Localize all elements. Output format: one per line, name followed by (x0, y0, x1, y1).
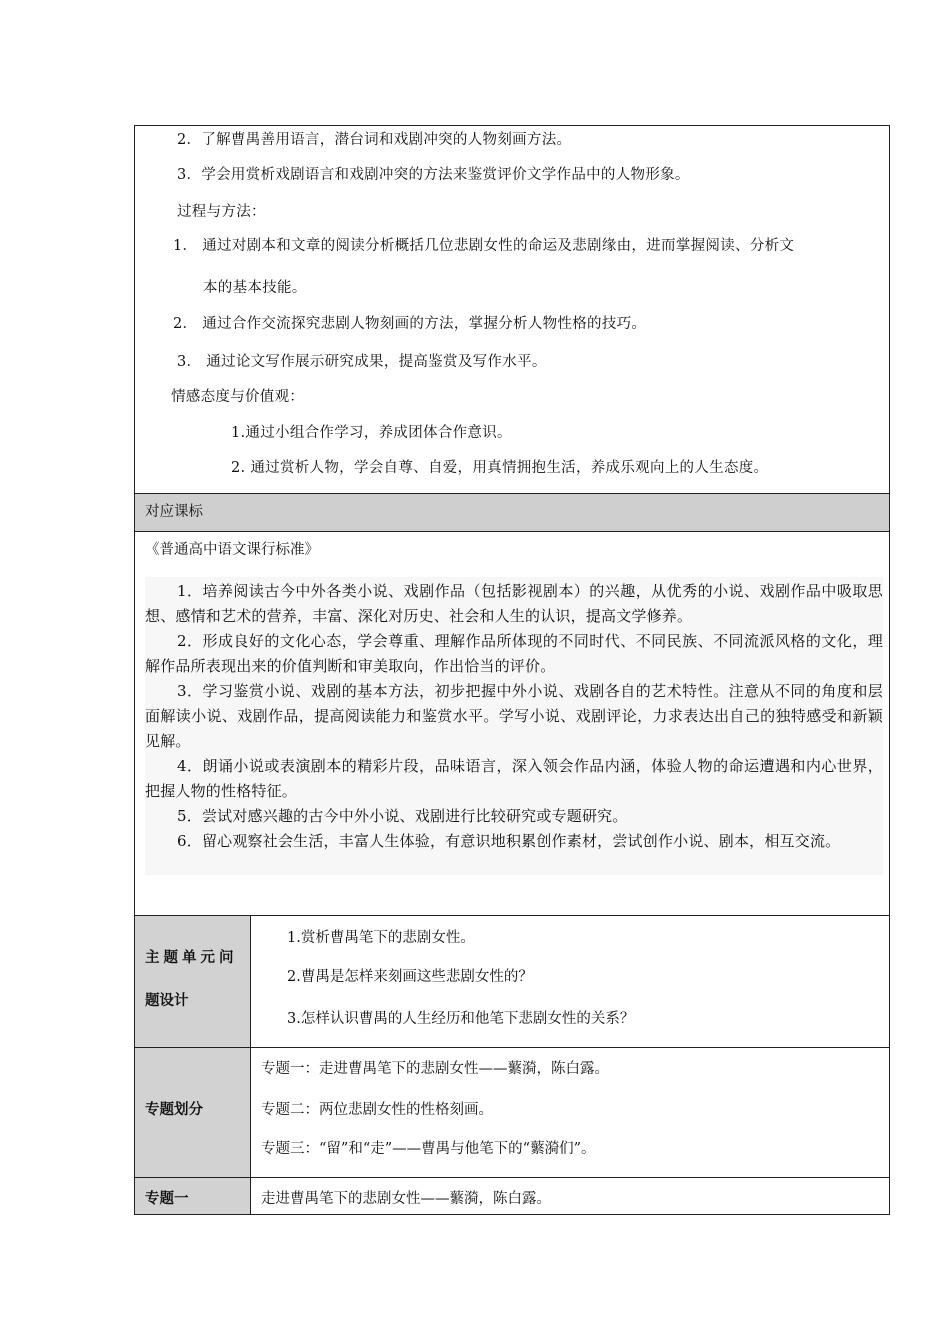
topics-label: 专题划分 (145, 1102, 203, 1118)
lesson-plan-table (134, 125, 890, 1215)
objective-item-2: 2．了解曹禺善用语言，潜台词和戏剧冲突的人物刻画方法。 (177, 132, 572, 148)
theme-design-row (135, 916, 889, 1048)
topic-one-content: 走进曹禺笔下的悲剧女性——蘩漪，陈白露。 (261, 1191, 551, 1207)
theme-design-label-line-2: 题设计 (145, 993, 189, 1009)
standard-item-2: 2．形成良好的文化心态，学会尊重、理解作品所体现的不同时代、不同民族、不同流派风格的文化，理解作品所表现出来的价值判断和审美取向，作出恰当的评价。 (145, 632, 883, 675)
emotion-item-2: 2. 通过赏析人物，学会自尊、自爱，用真情拥抱生活，养成乐观向上的人生态度。 (231, 460, 769, 476)
emotion-item-1: 1.通过小组合作学习，养成团体合作意识。 (231, 425, 512, 441)
standards-section (135, 532, 889, 916)
topic-item-2: 专题二：两位悲剧女性的性格刻画。 (261, 1102, 493, 1118)
theme-question-1: 1.赏析曹禺笔下的悲剧女性。 (287, 930, 475, 946)
theme-design-questions (251, 916, 889, 1047)
process-item-1-line-2: 本的基本技能。 (203, 280, 307, 296)
objectives-section (135, 126, 889, 494)
theme-design-label (135, 916, 251, 1047)
emotion-heading: 情感态度与价值观： (171, 389, 305, 405)
process-item-3: 3． 通过论文写作展示研究成果，提高鉴赏及写作水平。 (177, 354, 547, 370)
standard-item-3: 3．学习鉴赏小说、戏剧的基本方法，初步把握中外小说、戏剧各自的艺术特性。注意从不同的角度和层面解读小说、戏剧作品，提高阅读能力和鉴赏水平。学写小说、戏剧评论，力求表达出自己的独特感受和新颖见解。 (145, 682, 883, 750)
standards-box (145, 577, 883, 875)
topic-item-1: 专题一：走进曹禺笔下的悲剧女性——蘩漪，陈白露。 (261, 1061, 609, 1077)
objective-item-3: 3．学会用赏析戏剧语言和戏剧冲突的方法来鉴赏评价文学作品中的人物形象。 (177, 167, 690, 183)
topic-item-3: 专题三：“留”和“走”——曹禺与他笔下的“蘩漪们”。 (261, 1141, 596, 1157)
standard-item-4: 4．朗诵小说或表演剧本的精彩片段，品味语言，深入领会作品内涵，体验人物的命运遭遇和内心世界，把握人物的性格特征。 (145, 757, 883, 800)
topic-one-content-cell (251, 1178, 889, 1214)
theme-design-label-line-1: 主题单元问 (145, 950, 238, 966)
standards-title: 《普通高中语文课行标准》 (145, 542, 319, 558)
topics-row (135, 1048, 889, 1178)
topics-list (251, 1048, 889, 1177)
process-heading: 过程与方法： (177, 204, 266, 220)
standards-header: 对应课标 (135, 494, 889, 532)
process-item-2: 2． 通过合作交流探究悲剧人物刻画的方法，掌握分析人物性格的技巧。 (173, 316, 647, 332)
theme-question-3: 3.怎样认识曹禺的人生经历和他笔下悲剧女性的关系？ (287, 1011, 635, 1027)
topic-one-label-cell (135, 1178, 251, 1214)
standard-item-6: 6．留心观察社会生活，丰富人生体验，有意识地积累创作素材，尝试创作小说、剧本，相互交流。 (177, 832, 841, 850)
process-item-1-line-1: 1． 通过对剧本和文章的阅读分析概括几位悲剧女性的命运及悲剧缘由，进而掌握阅读、分析文 (173, 238, 795, 254)
standard-item-5: 5．尝试对感兴趣的古今中外小说、戏剧进行比较研究或专题研究。 (177, 807, 628, 825)
theme-question-2: 2.曹禺是怎样来刻画这些悲剧女性的？ (287, 969, 533, 985)
topic-one-row (135, 1178, 889, 1214)
standard-item-1: 1．培养阅读古今中外各类小说、戏剧作品（包括影视剧本）的兴趣，从优秀的小说、戏剧作品中吸取思想、感情和艺术的营养，丰富、深化对历史、社会和人生的认识，提高文学修养。 (145, 582, 883, 625)
topic-one-label: 专题一 (145, 1191, 189, 1207)
topics-label-cell (135, 1048, 251, 1177)
